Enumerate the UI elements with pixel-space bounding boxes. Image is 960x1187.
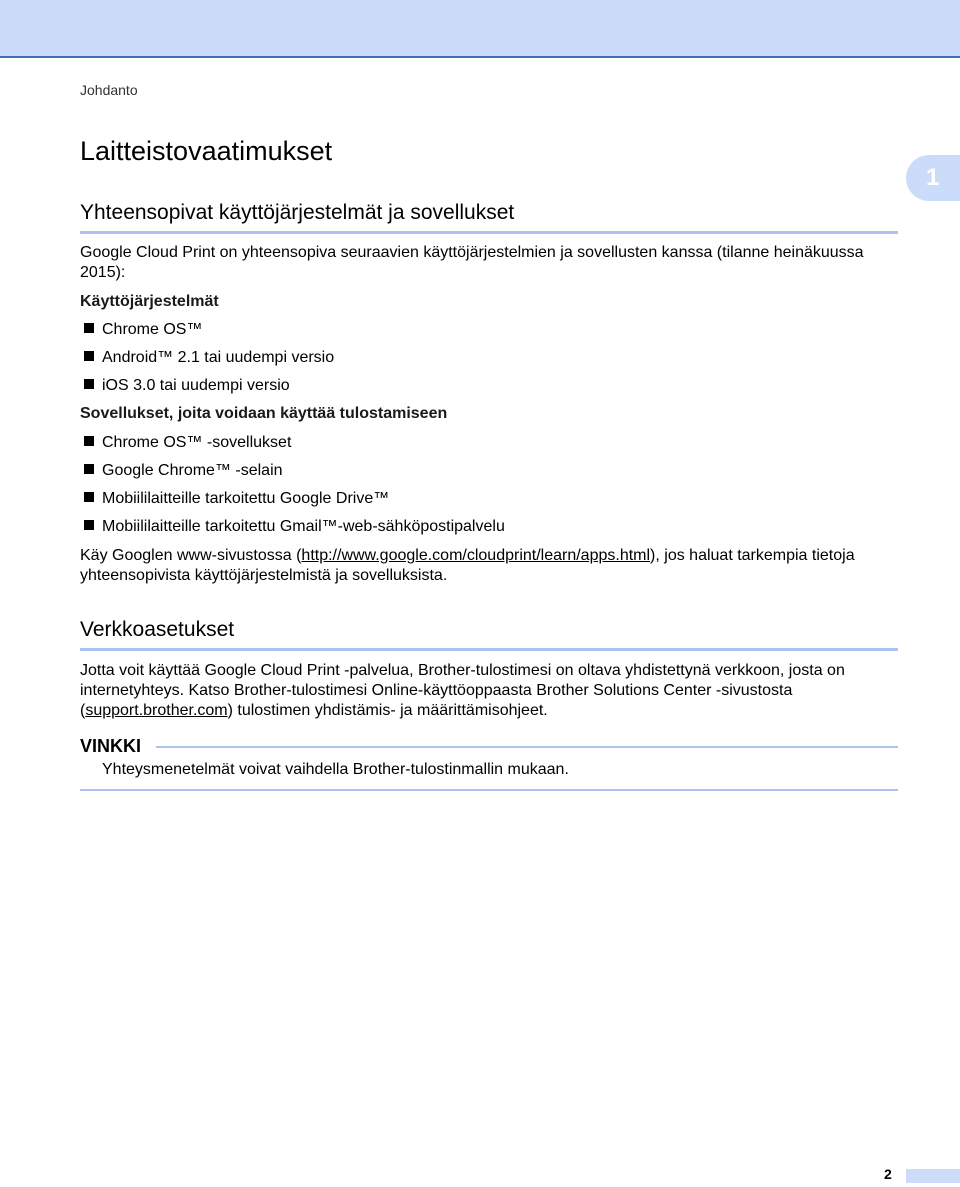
intro-paragraph: Google Cloud Print on yhteensopiva seuraavien käyttöjärjestelmien ja sovellusten kanssa (tilanne heinäkuussa 2015): (80, 244, 864, 281)
bullet-square-icon (84, 379, 94, 389)
os-list-item: iOS 3.0 tai uudempi versio (84, 376, 290, 396)
chapter-tab (906, 155, 960, 201)
note-top-divider (156, 746, 898, 748)
page-title: Laitteistovaatimukset (80, 136, 333, 166)
google-apps-link[interactable]: http://www.google.com/cloudprint/learn/apps.html (301, 547, 651, 564)
network-paragraph: Jotta voit käyttää Google Cloud Print -palvelua, Brother-tulostimesi on oltava yhdistettynä verkkoon, josta on internetyhteys. Katso Brother-tulostimesi Online-käyttöoppaasta Brother Solutions Center -sivustosta (support.brother.com) tulostimen yhdistämis- ja määrittämisohjeet. (80, 662, 845, 719)
closing-paragraph: Käy Googlen www-sivustossa (http://www.google.com/cloudprint/learn/apps.html), jos haluat tarkempia tietoja yhteensopivista käyttöjärjestelmistä ja sovelluksista. (80, 547, 855, 584)
bullet-square-icon (84, 323, 94, 333)
note-bottom-divider (80, 789, 898, 791)
note-title: VINKKI (80, 736, 142, 756)
bullet-square-icon (84, 436, 94, 446)
running-header: Johdanto (80, 82, 138, 98)
bullet-square-icon (84, 492, 94, 502)
section-heading-network-settings: Verkkoasetukset (80, 618, 898, 651)
page-number: 2 (884, 1166, 892, 1182)
os-list-item: Chrome OS™ (84, 320, 202, 340)
app-list-item: Mobiililaitteille tarkoitettu Gmail™-web-sähköpostipalvelu (84, 517, 505, 537)
note-text: Yhteysmenetelmät voivat vaihdella Brother-tulostinmallin mukaan. (102, 761, 569, 778)
app-list-item: Mobiililaitteille tarkoitettu Google Drive™ (84, 489, 389, 509)
bullet-square-icon (84, 464, 94, 474)
os-subheading: Käyttöjärjestelmät (80, 293, 219, 310)
chapter-number: 1 (926, 164, 940, 191)
os-list-item: Android™ 2.1 tai uudempi versio (84, 348, 334, 368)
support-site-link[interactable]: support.brother.com (85, 702, 228, 719)
page-number-bar (906, 1169, 960, 1183)
bullet-square-icon (84, 351, 94, 361)
section-heading-compatible-systems: Yhteensopivat käyttöjärjestelmät ja sovellukset (80, 201, 898, 234)
app-list-item: Chrome OS™ -sovellukset (84, 433, 291, 453)
apps-subheading: Sovellukset, joita voidaan käyttää tulostamiseen (80, 405, 448, 422)
top-header-band (0, 0, 960, 58)
bullet-square-icon (84, 520, 94, 530)
app-list-item: Google Chrome™ -selain (84, 461, 283, 481)
